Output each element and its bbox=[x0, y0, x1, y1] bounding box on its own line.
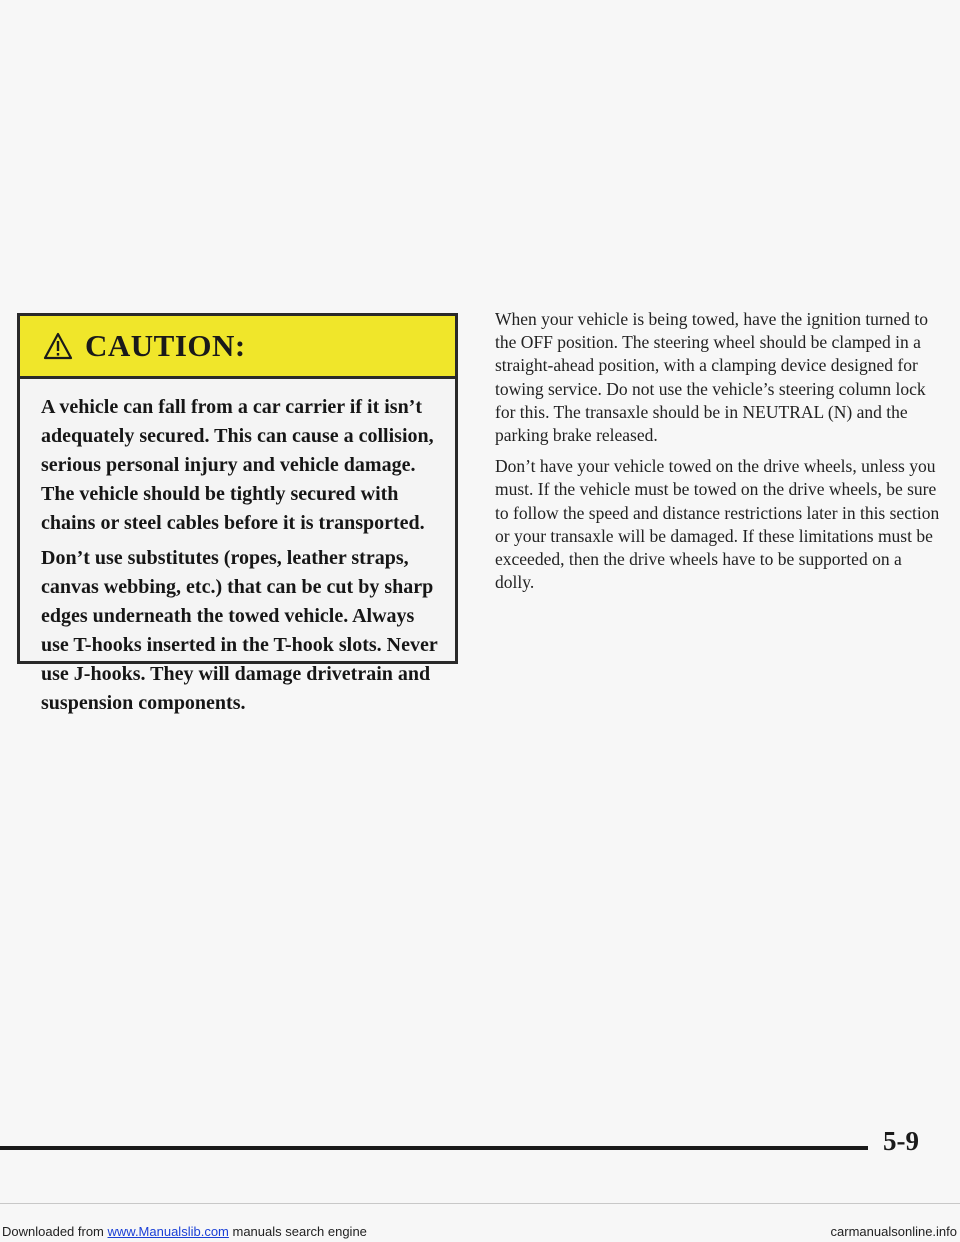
page-number: 5-9 bbox=[883, 1126, 919, 1156]
caution-body bbox=[20, 379, 455, 718]
caution-paragraph-2: Don’t use substitutes (ropes, leather straps, canvas webbing, etc.) that can be cut by sharp edges underneath the towed vehicle. Always use T-hooks inserted in the T-hook slots. Never use J-hooks. They will damage drivetrain and suspension components. bbox=[41, 547, 438, 714]
footer-site-name: carmanualsonline.info bbox=[830, 1224, 957, 1239]
caution-paragraph-1: A vehicle can fall from a car carrier if it isn’t adequately secured. This can cause a collision, serious personal injury and vehicle damage. The vehicle should be tightly secured with chains or steel cables before it is transported. bbox=[41, 396, 434, 534]
towing-instructions bbox=[495, 308, 943, 602]
body-paragraph-1: When your vehicle is being towed, have the ignition turned to the OFF position. The steering wheel should be clamped in a straight-ahead position, with a clamping device designed for towing service. Do not use the vehicle’s steering column lock for this. The transaxle should be in NEUTRAL (N) and the parking brake released. bbox=[495, 309, 929, 446]
caution-title: CAUTION: bbox=[85, 328, 246, 363]
footer-suffix: manuals search engine bbox=[228, 1224, 367, 1239]
page-rule bbox=[0, 1146, 868, 1150]
manualslib-link[interactable]: www.Manualslib.com bbox=[107, 1224, 229, 1239]
footer-download-notice bbox=[2, 1224, 367, 1239]
footer-prefix: Downloaded from bbox=[2, 1224, 108, 1239]
warning-triangle-icon bbox=[43, 332, 73, 360]
body-paragraph-2: Don’t have your vehicle towed on the drive wheels, unless you must. If the vehicle must be towed on the drive wheels, be sure to follow the speed and distance restrictions later in this section or your transaxle will be damaged. If these limitations must be exceeded, then the drive wheels have to be supported on a dolly. bbox=[495, 456, 940, 593]
footer-divider bbox=[0, 1203, 960, 1204]
caution-header bbox=[20, 316, 455, 379]
caution-box bbox=[17, 313, 458, 714]
